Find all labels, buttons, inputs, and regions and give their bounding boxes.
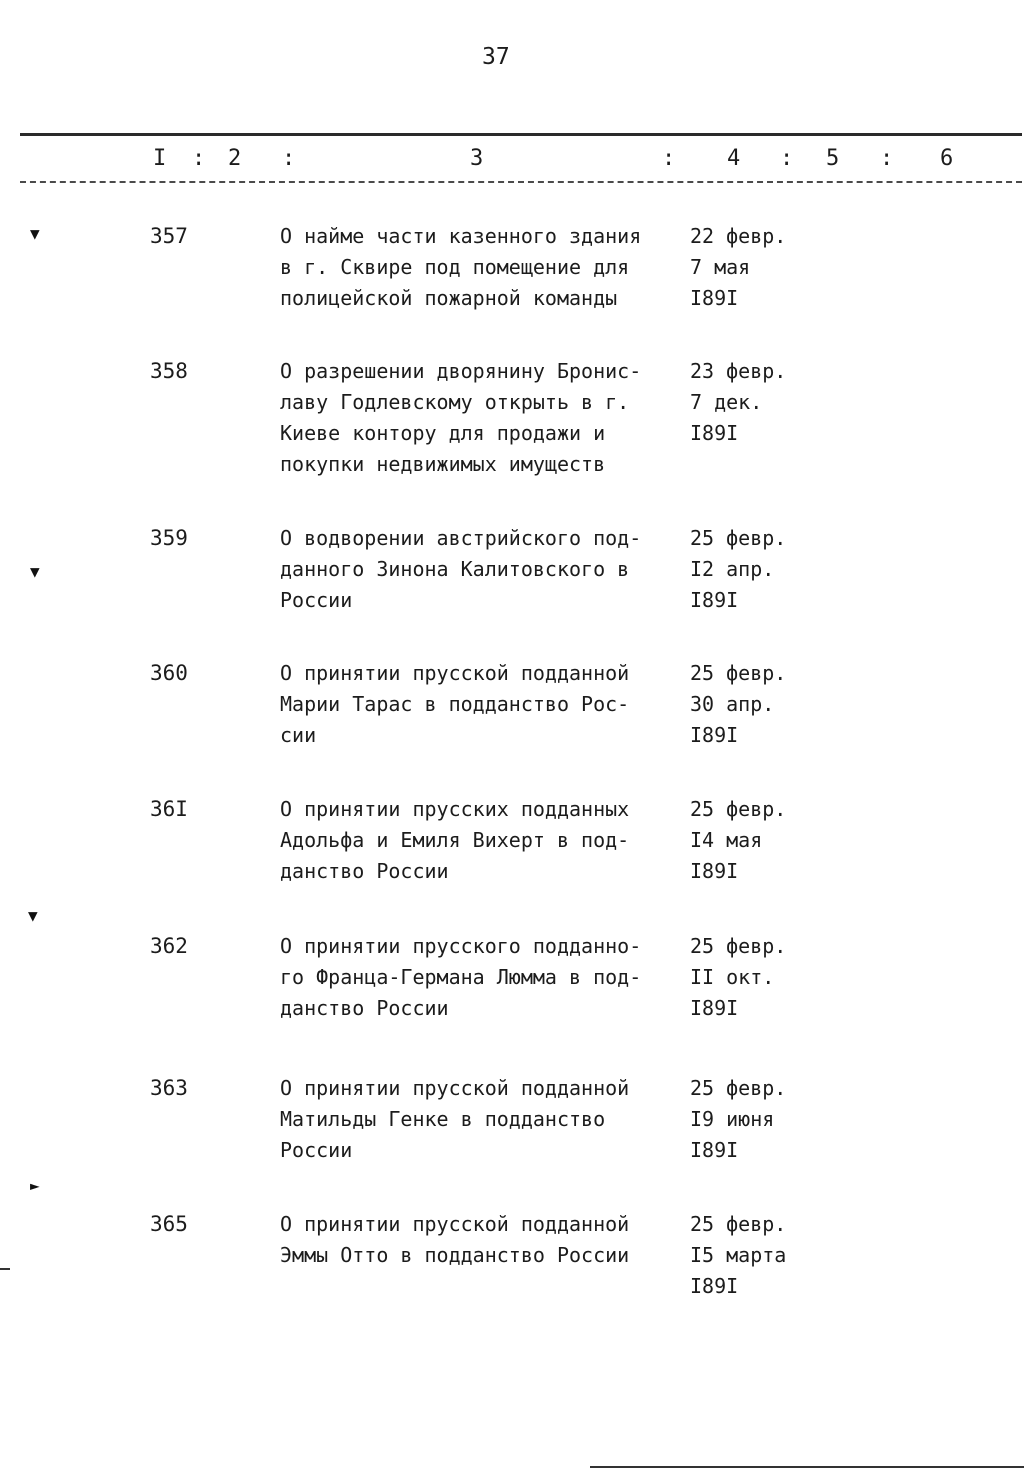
title-line: О найме части казенного здания [280, 224, 642, 248]
column-header-6: 6 [940, 146, 954, 171]
date-end: 7 мая [690, 255, 751, 279]
title-line: данного Зинона Калитовского в [280, 557, 630, 581]
column-separator: : [662, 146, 676, 171]
date-year: I89I [690, 421, 739, 445]
binder-mark-icon: ▼ [28, 906, 38, 925]
column-header-4: 4 [727, 146, 741, 171]
title-line: Адольфа и Емиля Вихерт в под- [280, 828, 630, 852]
entry-number: 360 [150, 661, 188, 685]
bottom-edge-line [590, 1466, 1024, 1468]
date-start: 25 февр. [690, 1212, 787, 1236]
date-end: 30 апр. [690, 692, 775, 716]
entry-dates [690, 221, 840, 314]
margin-tick [0, 1268, 10, 1270]
title-line: О принятии прусской подданной [280, 1076, 630, 1100]
title-line: О разрешении дворянину Бронис- [280, 359, 642, 383]
entry-dates [690, 356, 840, 449]
column-header-5: 5 [826, 146, 840, 171]
date-year: I89I [690, 286, 739, 310]
title-line: О водворении австрийского под- [280, 526, 642, 550]
title-line: данство России [280, 996, 449, 1020]
date-year: I89I [690, 723, 739, 747]
entry-number: 359 [150, 526, 188, 550]
title-line: покупки недвижимых имуществ [280, 452, 606, 476]
date-year: I89I [690, 996, 739, 1020]
date-end: 7 дек. [690, 390, 763, 414]
title-line: го Франца-Германа Люмма в под- [280, 965, 642, 989]
page-number: 37 [482, 44, 510, 70]
entry-title [280, 658, 680, 751]
date-start: 25 февр. [690, 526, 787, 550]
table-top-rule [20, 133, 1022, 136]
entry-title [280, 221, 680, 314]
date-year: I89I [690, 859, 739, 883]
title-line: в г. Сквире под помещение для [280, 255, 630, 279]
title-line: Киеве контору для продажи и [280, 421, 606, 445]
date-start: 25 февр. [690, 1076, 787, 1100]
entry-number: 358 [150, 359, 188, 383]
column-header-row [0, 146, 1024, 176]
title-line: России [280, 1138, 353, 1162]
column-separator: : [880, 146, 894, 171]
date-year: I89I [690, 1138, 739, 1162]
date-start: 22 февр. [690, 224, 787, 248]
title-line: данство России [280, 859, 449, 883]
entry-title [280, 1073, 680, 1166]
date-start: 25 февр. [690, 934, 787, 958]
date-start: 25 февр. [690, 661, 787, 685]
entry-number: 362 [150, 934, 188, 958]
entry-dates [690, 1073, 840, 1166]
title-line: О принятии прусского подданно- [280, 934, 642, 958]
column-header-1: I [153, 146, 167, 171]
title-line: О принятии прусских подданных [280, 797, 630, 821]
entry-dates [690, 523, 840, 616]
column-separator: : [282, 146, 296, 171]
entry-dates [690, 931, 840, 1024]
column-separator: : [780, 146, 794, 171]
entry-number: 363 [150, 1076, 188, 1100]
entry-number: 36I [150, 797, 188, 821]
table-header-rule [20, 181, 1022, 183]
date-end: I9 июня [690, 1107, 775, 1131]
title-line: полицейской пожарной команды [280, 286, 618, 310]
binder-mark-icon: ▼ [30, 224, 40, 243]
title-line: России [280, 588, 353, 612]
entry-dates [690, 794, 840, 887]
title-line: сии [280, 723, 317, 747]
entry-number: 365 [150, 1212, 188, 1236]
date-year: I89I [690, 588, 739, 612]
entry-title [280, 931, 680, 1024]
date-end: I4 мая [690, 828, 763, 852]
date-start: 23 февр. [690, 359, 787, 383]
binder-mark-icon: ► [30, 1176, 40, 1195]
title-line: Марии Тарас в подданство Рос- [280, 692, 630, 716]
date-end: II окт. [690, 965, 775, 989]
title-line: Эммы Отто в подданство России [280, 1243, 630, 1267]
entry-number: 357 [150, 224, 188, 248]
date-year: I89I [690, 1274, 739, 1298]
title-line: О принятии прусской подданной [280, 661, 630, 685]
column-header-3: 3 [470, 146, 484, 171]
entry-title [280, 356, 680, 480]
entry-title [280, 523, 680, 616]
title-line: О принятии прусской подданной [280, 1212, 630, 1236]
date-end: I5 марта [690, 1243, 787, 1267]
date-start: 25 февр. [690, 797, 787, 821]
title-line: Матильды Генке в подданство [280, 1107, 606, 1131]
date-end: I2 апр. [690, 557, 775, 581]
entry-dates [690, 1209, 840, 1302]
entry-title [280, 794, 680, 887]
entry-dates [690, 658, 840, 751]
binder-mark-icon: ▼ [30, 562, 40, 581]
column-header-2: 2 [228, 146, 242, 171]
entry-title [280, 1209, 680, 1271]
title-line: лаву Годлевскому открыть в г. [280, 390, 630, 414]
column-separator: : [192, 146, 206, 171]
